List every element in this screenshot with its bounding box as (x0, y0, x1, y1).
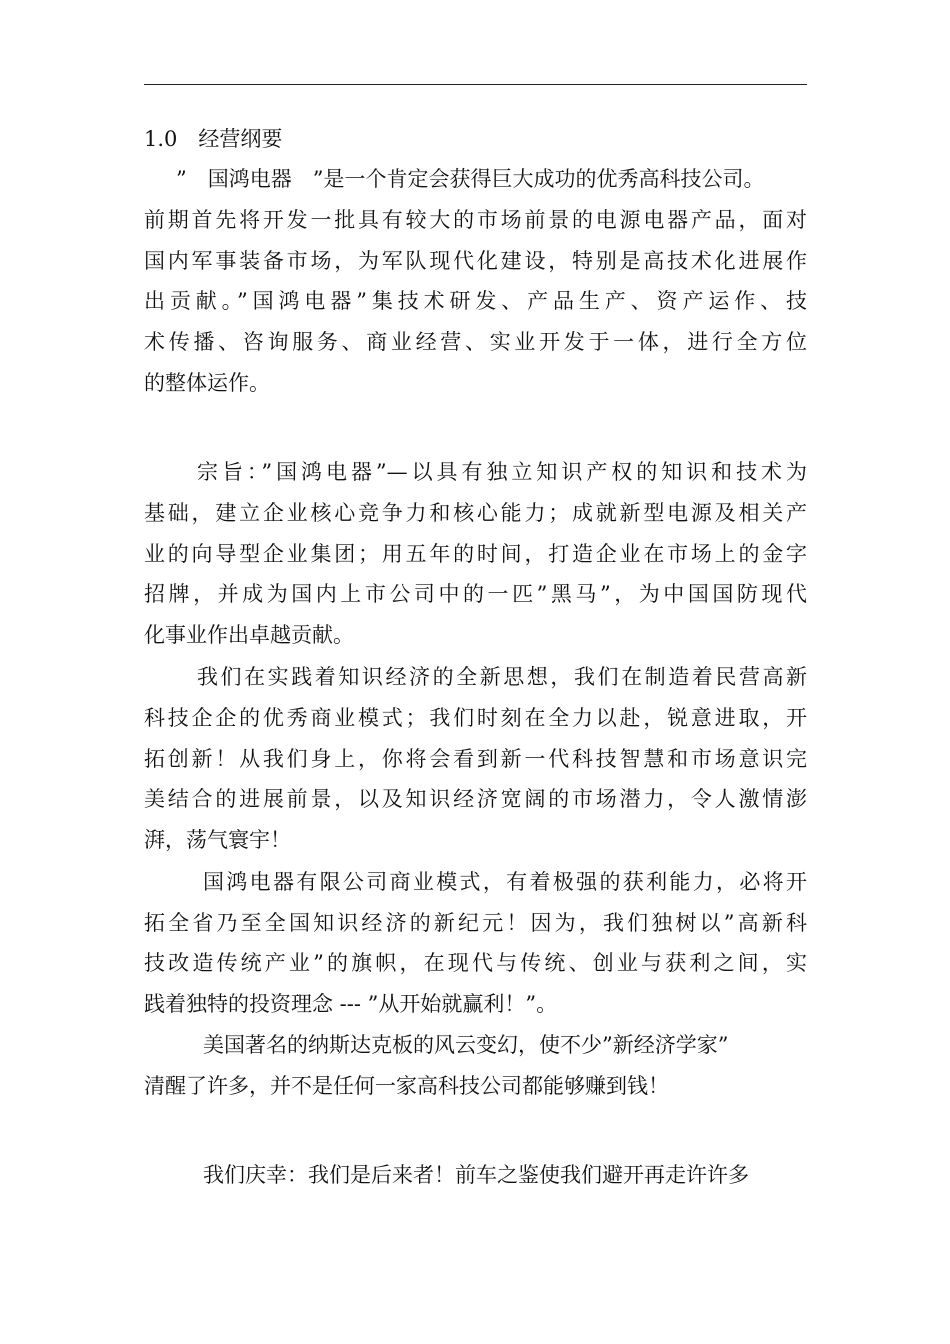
paragraph-line: 美国著名的纳斯达克板的风云变幻，使不少”新经济学家” (203, 1033, 729, 1057)
paragraph-line: 招牌，并成为国内上市公司中的一匹”黑马”，为中国国防现代 (144, 582, 807, 606)
paragraph-line: 清醒了许多，并不是任何一家高科技公司都能够赚到钱！ (144, 1074, 669, 1098)
paragraph-line: 拓全省乃至全国知识经济的新纪元！因为，我们独树以”高新科 (144, 911, 807, 935)
paragraph-line: 拓创新！从我们身上，你将会看到新一代科技智慧和市场意识完 (144, 747, 807, 771)
paragraph-line: 国鸿电器有限公司商业模式，有着极强的获利能力，必将开 (203, 870, 807, 894)
paragraph-line: 国内军事装备市场，为军队现代化建设，特别是高技术化进展作 (144, 249, 807, 273)
paragraph-line: 前期首先将开发一批具有较大的市场前景的电源电器产品，面对 (144, 208, 807, 232)
paragraph-line: ” 国鸿电器 ”是一个肯定会获得巨大成功的优秀高科技公司。 (176, 167, 765, 191)
paragraph-line: 我们在实践着知识经济的全新思想，我们在制造着民营高新 (197, 665, 807, 689)
paragraph-line: 技改造传统产业”的旗帜，在现代与传统、创业与获利之间，实 (144, 951, 807, 975)
section-heading: 1.0 经营纲要 (144, 127, 283, 151)
paragraph-line: 术传播、咨询服务、商业经营、实业开发于一体，进行全方位 (144, 330, 807, 354)
paragraph-line: 的整体运作。 (144, 371, 270, 395)
paragraph-line: 湃，荡气寰宇！ (144, 828, 291, 852)
paragraph-line: 我们庆幸：我们是后来者！前车之鉴使我们避开再走许许多 (203, 1163, 749, 1187)
header-rule (144, 84, 807, 85)
paragraph-line: 基础，建立企业核心竞争力和核心能力；成就新型电源及相关产 (144, 501, 807, 525)
paragraph-line: 业的向导型企业集团；用五年的时间，打造企业在市场上的金字 (144, 542, 807, 566)
paragraph-line: 出贡献。”国鸿电器”集技术研发、产品生产、资产运作、技 (144, 289, 807, 313)
paragraph-line: 践着独特的投资理念 --- ”从开始就赢利！”。 (144, 992, 558, 1016)
paragraph-line: 化事业作出卓越贡献。 (144, 623, 354, 647)
paragraph-line: 宗旨：”国鸿电器”—以具有独立知识产权的知识和技术为 (197, 460, 807, 484)
paragraph-line: 美结合的进展前景，以及知识经济宽阔的市场潜力，令人激情澎 (144, 787, 807, 811)
paragraph-line: 科技企企的优秀商业模式；我们时刻在全力以赴，锐意进取，开 (144, 706, 807, 730)
